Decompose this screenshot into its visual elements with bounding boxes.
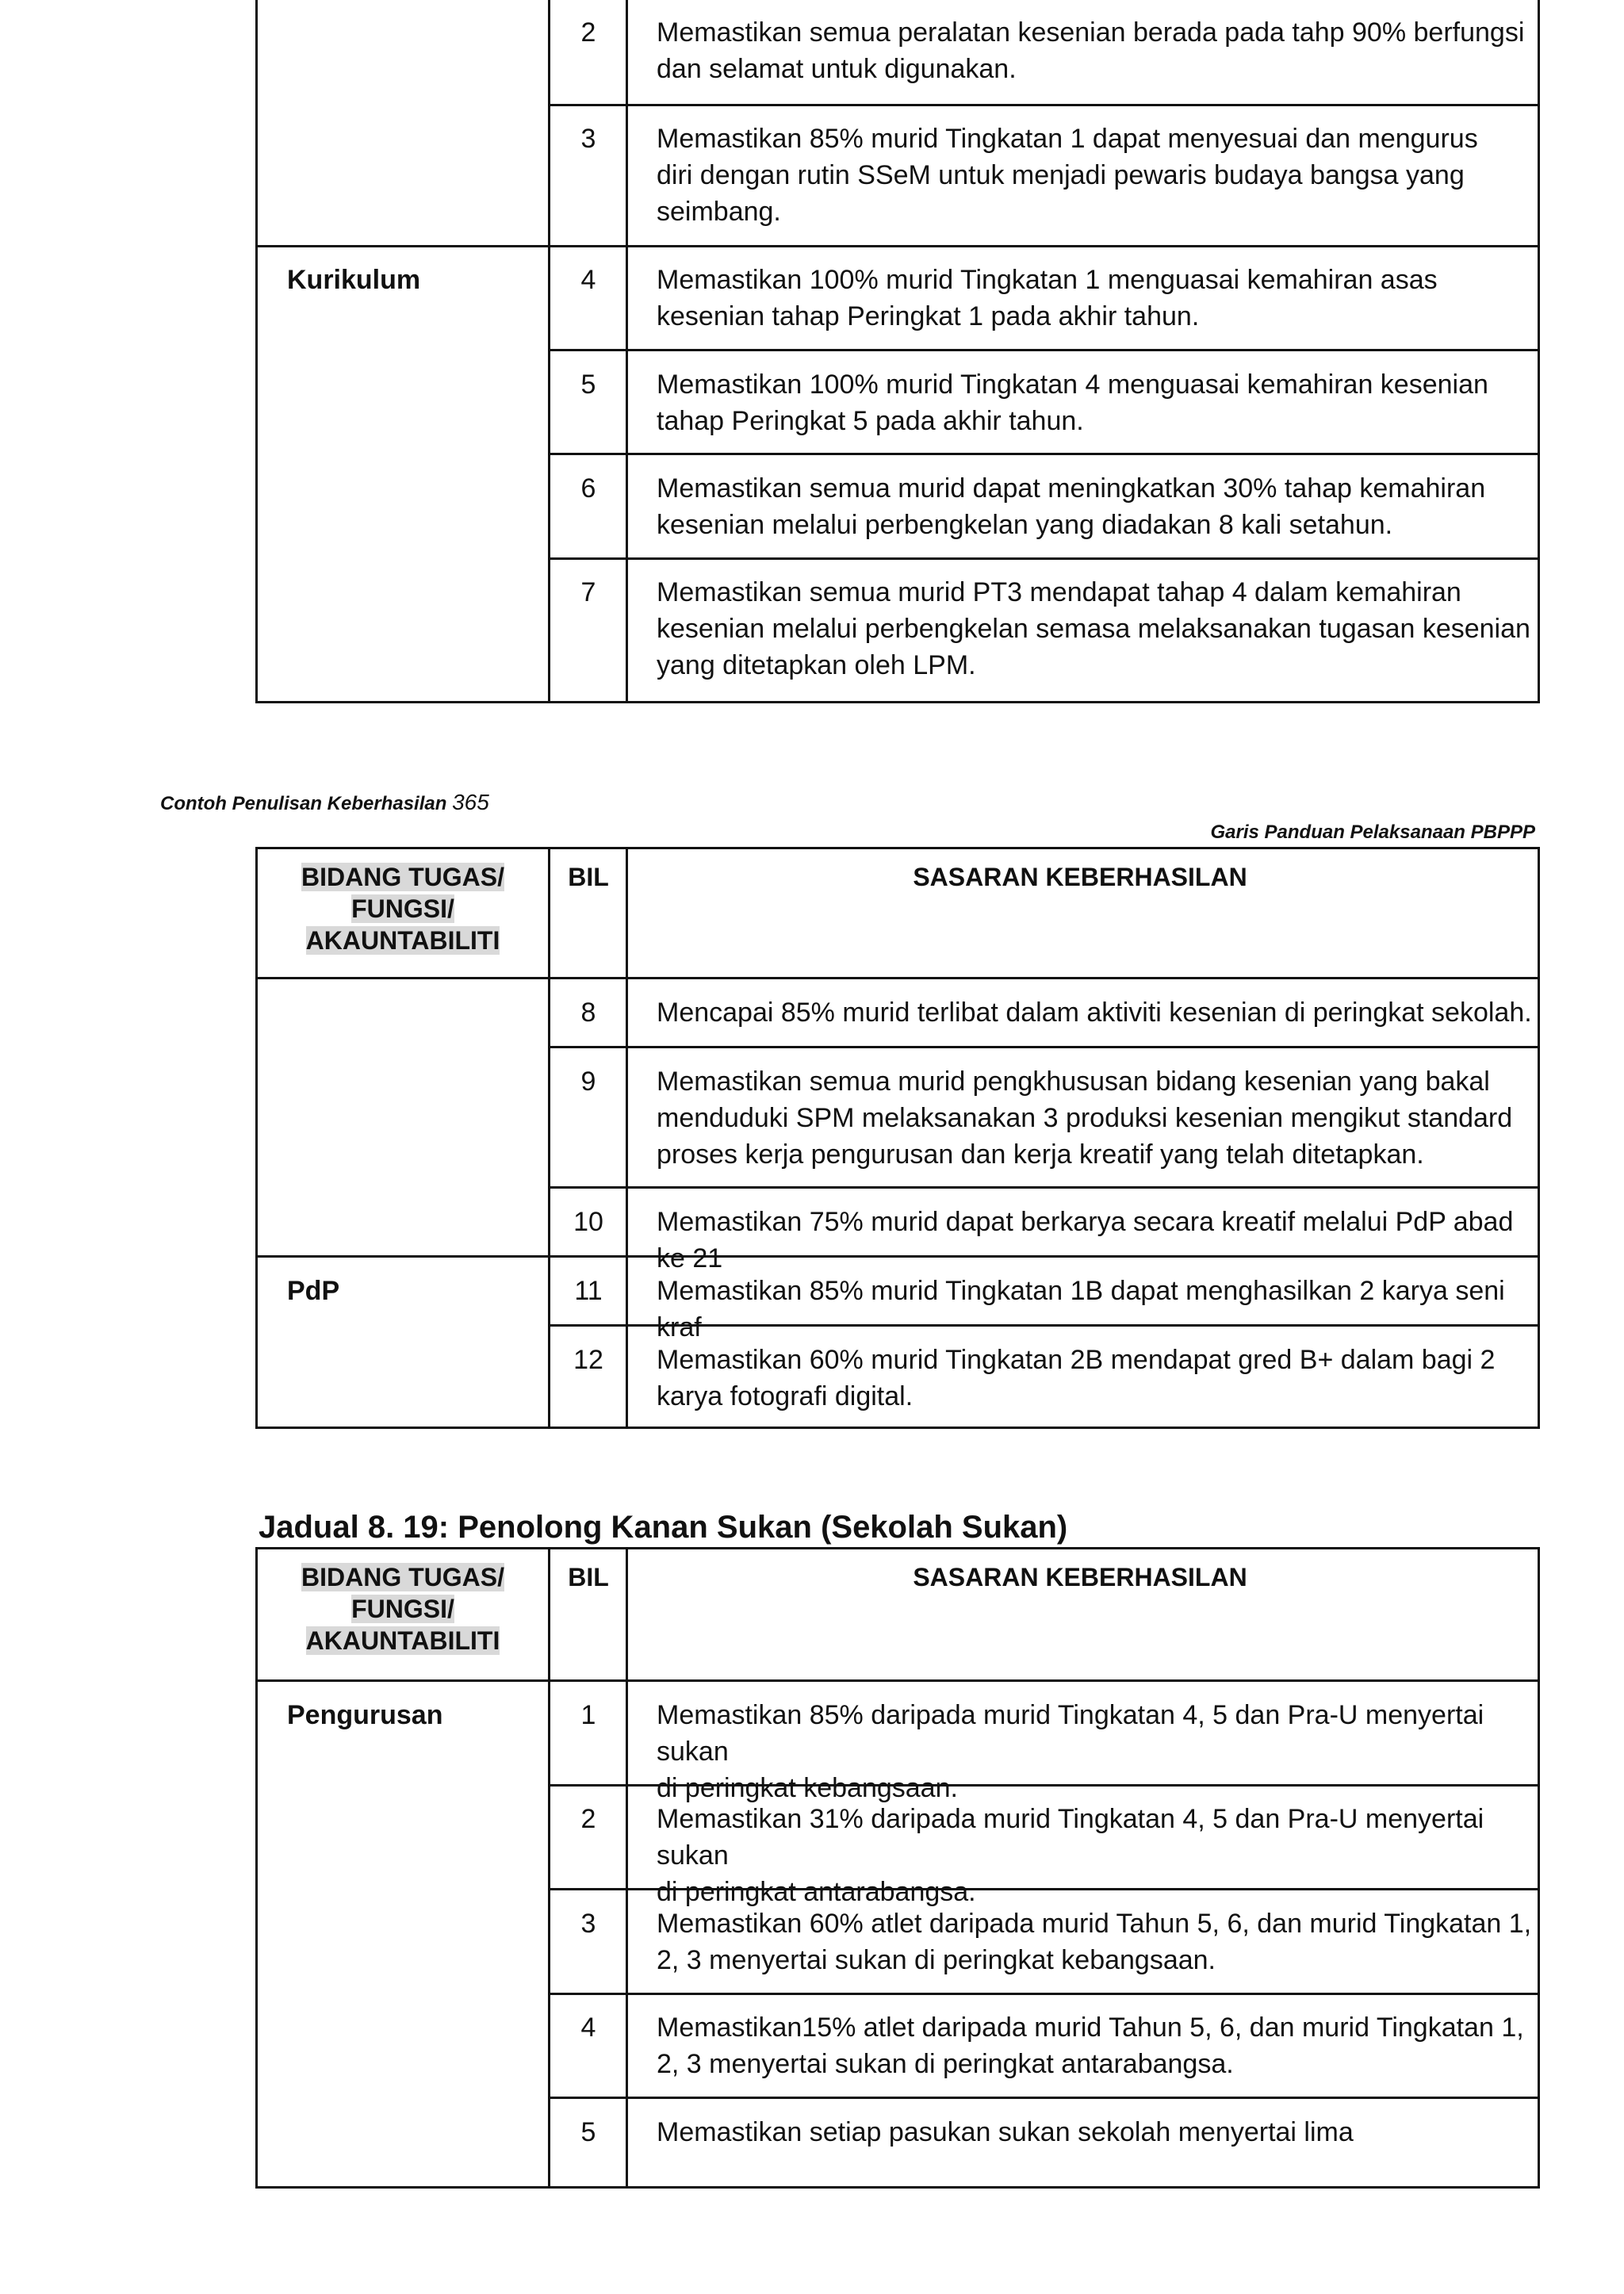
table-b [255, 847, 1540, 1429]
col-divider [548, 1549, 550, 2186]
function-label: Kurikulum [287, 265, 421, 295]
page-header: Garis Panduan Pelaksanaan PBPPP [1210, 821, 1535, 843]
row-divider [548, 2097, 1540, 2099]
table-row-bil: 11 [574, 1276, 603, 1306]
row-divider [548, 1993, 1540, 1995]
header-function-line: FUNGSI/ [351, 894, 454, 923]
function-label: Pengurusan [287, 1700, 443, 1730]
table-row-target: Memastikan 60% atlet daripada murid Tahun 5, 6, dan murid Tingkatan 1, 2, 3 menyertai sukan di peringkat kebangsaan. [657, 1909, 1532, 1975]
header-function-line: AKAUNTABILITI [305, 926, 500, 955]
header-function [258, 1561, 548, 1656]
row-divider [258, 977, 1540, 979]
table-row-bil: 8 [580, 998, 596, 1028]
table-row-bil: 5 [580, 370, 596, 400]
table-row-bil: 4 [580, 265, 596, 295]
table-row-target: Memastikan 31% daripada murid Tingkatan 4, 5 dan Pra-U menyertai sukan di peringkat antarabangsa. [657, 1804, 1484, 1907]
header-function [258, 861, 548, 956]
table-row-bil: 2 [580, 17, 596, 48]
page-footer [160, 790, 489, 815]
table-row-target: Memastikan setiap pasukan sukan sekolah menyertai lima [657, 2117, 1354, 2147]
table-row-target: Memastikan semua murid dapat meningkatkan 30% tahap kemahiran kesenian melalui perbengkelan yang diadakan 8 kali setahun. [657, 473, 1486, 540]
header-sasaran: SASARAN KEBERHASILAN [913, 1563, 1247, 1591]
row-divider [258, 1679, 1540, 1682]
table-row-target: Mencapai 85% murid terlibat dalam aktiviti kesenian di peringkat sekolah. [657, 998, 1532, 1028]
header-function-line: AKAUNTABILITI [305, 1626, 500, 1655]
footer-label: Contoh Penulisan Keberhasilan [160, 793, 447, 814]
page-number: 365 [452, 790, 489, 814]
table-row-bil: 10 [573, 1207, 603, 1237]
table-row-bil: 3 [580, 1909, 596, 1939]
col-divider [548, 849, 550, 1427]
function-label: PdP [287, 1276, 340, 1306]
table-row-bil: 12 [573, 1345, 603, 1375]
row-divider [258, 245, 1540, 247]
table-row-bil: 1 [580, 1700, 596, 1730]
table-row-target: Memastikan semua murid PT3 mendapat tahap 4 dalam kemahiran kesenian melalui perbengkelan semasa melaksanakan tugasan kesenian yang ditetapkan oleh LPM. [657, 577, 1530, 680]
table-row-bil: 5 [580, 2117, 596, 2147]
table-row-target: Memastikan 85% murid Tingkatan 1 dapat menyesuai dan mengurus diri dengan rutin SSeM untuk menjadi pewaris budaya bangsa yang seimbang. [657, 124, 1478, 227]
col-divider [626, 1549, 628, 2186]
table-row-target: Memastikan 85% murid Tingkatan 1B dapat menghasilkan 2 karya seni kraf [657, 1276, 1505, 1342]
header-bil: BIL [568, 1563, 609, 1591]
table-row-target: Memastikan semua peralatan kesenian berada pada tahp 90% berfungsi dan selamat untuk digunakan. [657, 17, 1525, 84]
col-divider [626, 849, 628, 1427]
table-row-bil: 2 [580, 1804, 596, 1834]
table-row-bil: 9 [580, 1067, 596, 1097]
header-sasaran: SASARAN KEBERHASILAN [913, 863, 1247, 891]
table-row-bil: 7 [580, 577, 596, 607]
row-divider [548, 104, 1540, 106]
table-row-bil: 6 [580, 473, 596, 504]
table-row-target: Memastikan 75% murid dapat berkarya secara kreatif melalui PdP abad ke 21 [657, 1207, 1514, 1273]
table-row-target: Memastikan 85% daripada murid Tingkatan 4, 5 dan Pra-U menyertai sukan di peringkat kebangsaan. [657, 1700, 1484, 1803]
table-row-target: Memastikan 60% murid Tingkatan 2B mendapat gred B+ dalam bagi 2 karya fotografi digital. [657, 1345, 1496, 1411]
row-divider [548, 453, 1540, 455]
header-function-line: BIDANG TUGAS/ [301, 1563, 504, 1591]
table-a [255, 0, 1540, 703]
table-c [255, 1547, 1540, 2189]
header-function-line: BIDANG TUGAS/ [301, 863, 504, 891]
row-divider [548, 1046, 1540, 1048]
header-function-line: FUNGSI/ [351, 1595, 454, 1623]
row-divider [548, 1186, 1540, 1189]
table-row-target: Memastikan semua murid pengkhususan bidang kesenian yang bakal menduduki SPM melaksanakan 3 produksi kesenian mengikut standard proses kerja pengurusan dan kerja kreatif yang telah ditetapkan. [657, 1067, 1513, 1170]
table-row-bil: 4 [580, 2013, 596, 2043]
header-bil: BIL [568, 863, 609, 891]
table-row-target: Memastikan 100% murid Tingkatan 1 menguasai kemahiran asas kesenian tahap Peringkat 1 pada akhir tahun. [657, 265, 1438, 331]
table-row-target: Memastikan 100% murid Tingkatan 4 menguasai kemahiran kesenian tahap Peringkat 5 pada akhir tahun. [657, 370, 1488, 436]
table-caption: Jadual 8. 19: Penolong Kanan Sukan (Sekolah Sukan) [259, 1510, 1068, 1545]
row-divider [548, 349, 1540, 351]
row-divider [548, 557, 1540, 560]
table-row-bil: 3 [580, 124, 596, 154]
table-row-target: Memastikan15% atlet daripada murid Tahun 5, 6, dan murid Tingkatan 1, 2, 3 menyertai sukan di peringkat antarabangsa. [657, 2013, 1524, 2079]
